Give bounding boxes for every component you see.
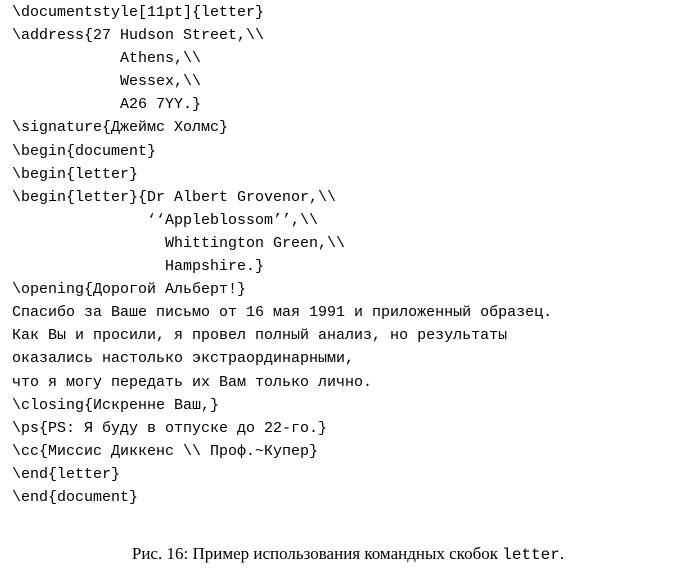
- code-line: оказались настолько экстраординарными,: [12, 350, 355, 368]
- caption-text: Пример использования командных скобок: [192, 544, 498, 563]
- code-line: Hampshire.}: [12, 258, 265, 276]
- code-line: ‘‘Appleblossom’’,\\: [12, 211, 319, 229]
- code-line: \documentstyle[11pt]{letter}: [12, 4, 265, 21]
- code-line: Athens,\\: [12, 50, 202, 68]
- figure-caption: [0, 543, 696, 566]
- code-line: Whittington Green,\\: [12, 234, 346, 252]
- code-line: \begin{letter}{Dr Albert Grovenor,\\: [12, 188, 337, 206]
- code-line: Wessex,\\: [12, 73, 202, 91]
- code-line: A26 7YY.}: [12, 96, 202, 114]
- code-line: \signature{Джеймс Холмс}: [12, 119, 229, 137]
- code-line: \closing{Искренне Ваш,}: [12, 396, 220, 414]
- code-line: Спасибо за Ваше письмо от 16 мая 1991 и приложенный образец.: [12, 304, 553, 322]
- caption-period: .: [559, 544, 565, 563]
- code-line: \address{27 Hudson Street,\\: [12, 27, 265, 45]
- code-line: \begin{letter}: [12, 165, 139, 183]
- code-line: что я могу передать их Вам только лично.: [12, 373, 373, 391]
- code-line: \end{document}: [12, 488, 139, 506]
- code-line: \end{letter}: [12, 465, 121, 483]
- code-line: \cc{Миссис Диккенс \\ Проф.~Купер}: [12, 442, 319, 460]
- code-line: \opening{Дорогой Альберт!}: [12, 281, 247, 299]
- code-line: \begin{document}: [12, 142, 157, 160]
- code-line: Как Вы и просили, я провел полный анализ, но результаты: [12, 327, 508, 345]
- code-line: \ps{PS: Я буду в отпуске до 22-го.}: [12, 419, 328, 437]
- code-listing: [12, 1, 552, 509]
- caption-label: Рис. 16:: [131, 544, 189, 563]
- caption-command: letter: [502, 546, 560, 564]
